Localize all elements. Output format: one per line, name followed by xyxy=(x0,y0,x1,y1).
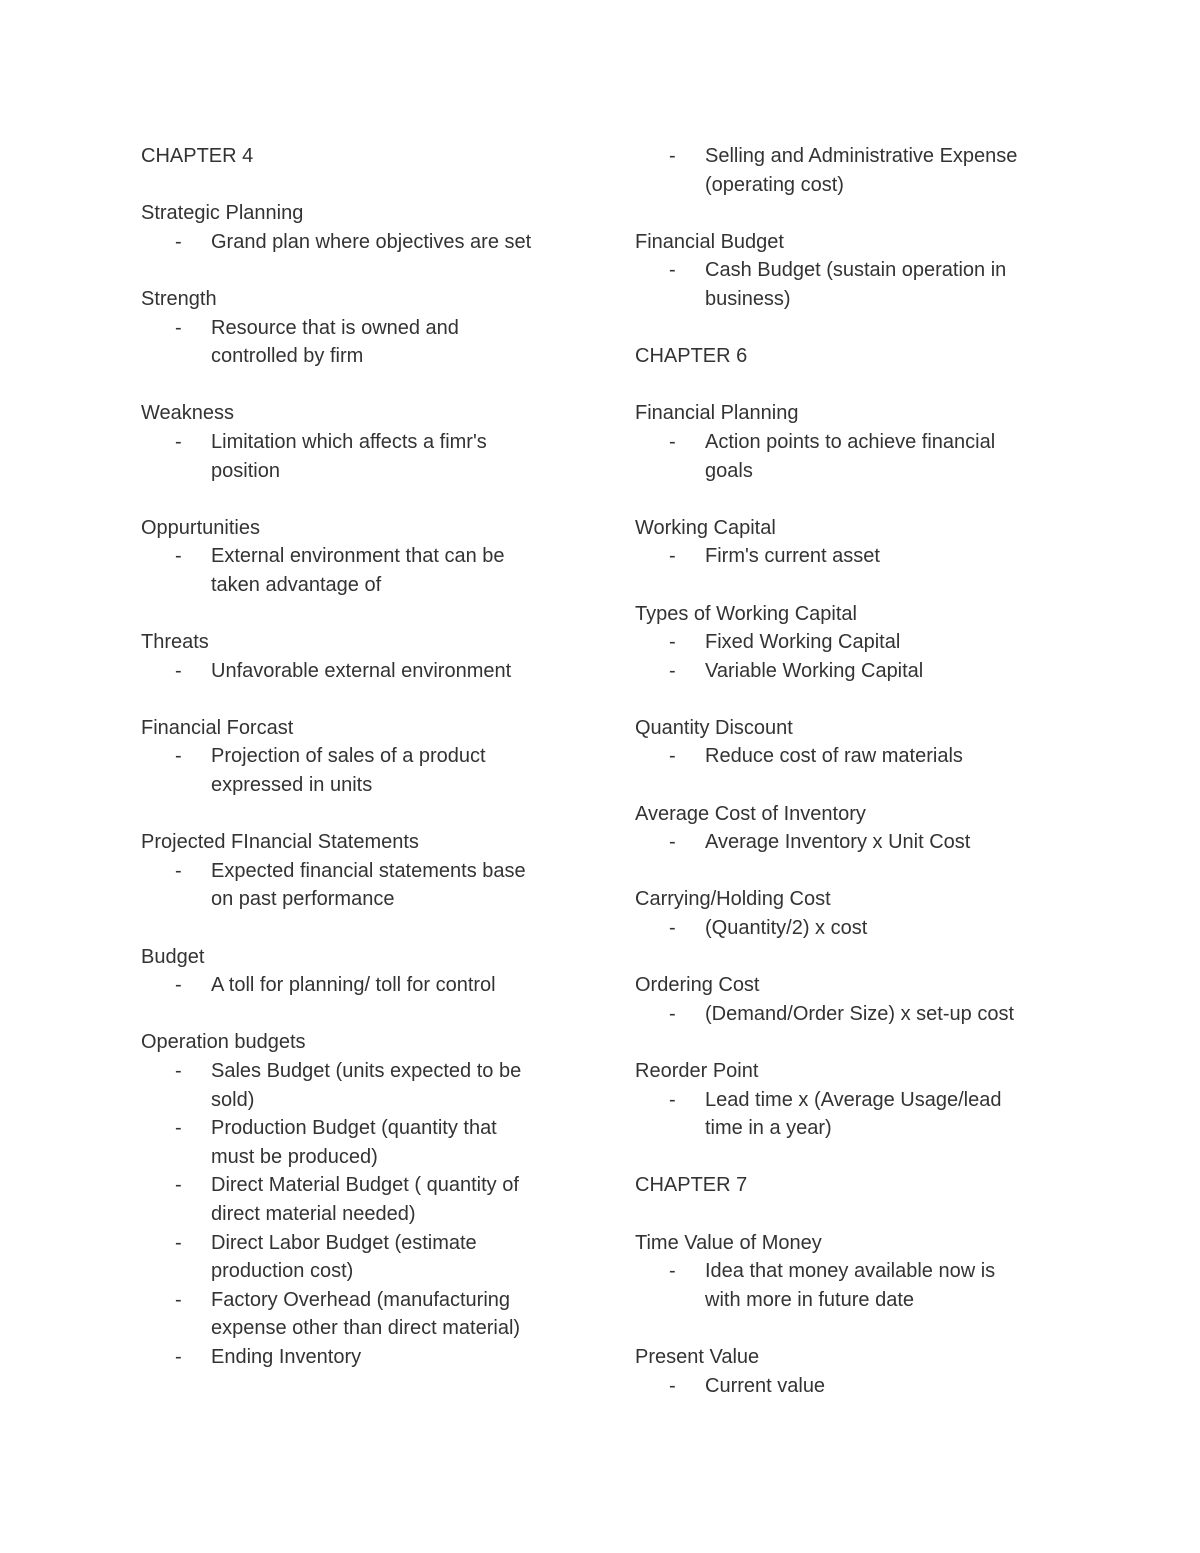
section-chapter-7 xyxy=(635,1171,1075,1200)
dash-bullet-icon: - xyxy=(175,659,182,682)
section-heading: Weakness xyxy=(141,402,235,425)
bullet-item xyxy=(141,1286,581,1343)
bullet-list xyxy=(141,228,581,257)
bullet-item xyxy=(635,142,1075,199)
section-threats xyxy=(141,628,581,685)
bullet-text: Lead time x (Average Usage/lead time in a year) xyxy=(705,1088,1002,1140)
dash-bullet-icon: - xyxy=(175,316,182,339)
section-heading: Carrying/Holding Cost xyxy=(635,888,831,911)
dash-bullet-icon: - xyxy=(669,259,676,282)
section-chapter-6 xyxy=(635,342,1075,371)
bullet-list xyxy=(635,142,1075,199)
bullet-text: Direct Material Budget ( quantity of direct material needed) xyxy=(211,1174,519,1225)
bullet-list xyxy=(635,742,1075,771)
bullet-text: Reduce cost of raw materials xyxy=(705,745,963,768)
dash-bullet-icon: - xyxy=(669,631,676,654)
bullet-text: Factory Overhead (manufacturing expense other than direct material) xyxy=(211,1288,521,1340)
section-heading: Operation budgets xyxy=(141,1031,306,1054)
dash-bullet-icon: - xyxy=(669,831,676,854)
dash-bullet-icon: - xyxy=(175,1117,182,1140)
bullet-text: Current value xyxy=(705,1374,826,1397)
bullet-text: Idea that money available now is with more in future date xyxy=(705,1260,996,1311)
section-chapter-4 xyxy=(141,142,581,171)
section-reorder-point xyxy=(635,1057,1075,1143)
dash-bullet-icon: - xyxy=(669,745,676,768)
section-heading: Financial Planning xyxy=(635,402,799,425)
dash-bullet-icon: - xyxy=(175,745,182,768)
section-types-of-working-capital xyxy=(635,600,1075,686)
section-oppurtunities xyxy=(141,514,581,600)
bullet-text: Cash Budget (sustain operation in business) xyxy=(705,259,1007,310)
bullet-list xyxy=(141,428,581,485)
section-heading: Reorder Point xyxy=(635,1060,759,1082)
bullet-item xyxy=(141,657,581,686)
section-heading: Present Value xyxy=(635,1345,760,1368)
bullet-text: Selling and Administrative Expense (operating cost) xyxy=(705,145,1018,196)
bullet-item xyxy=(141,857,581,914)
bullet-item xyxy=(635,742,1075,771)
bullet-item xyxy=(141,1229,581,1286)
section-projected-financial-statements xyxy=(141,828,581,914)
bullet-item xyxy=(141,542,581,599)
bullet-text: (Quantity/2) x cost xyxy=(705,917,868,940)
bullet-text: Action points to achieve financial goals xyxy=(705,430,996,482)
bullet-text: Sales Budget (units expected to be sold) xyxy=(211,1060,522,1111)
bullet-item xyxy=(141,228,581,257)
section-continued xyxy=(635,142,1075,199)
bullet-list xyxy=(635,256,1075,313)
section-heading: Strength xyxy=(141,287,217,310)
dash-bullet-icon: - xyxy=(669,145,676,167)
bullet-list xyxy=(635,628,1075,685)
section-average-cost-of-inventory xyxy=(635,800,1075,857)
section-heading: Financial Budget xyxy=(635,230,784,253)
section-heading: CHAPTER 4 xyxy=(141,145,254,167)
dash-bullet-icon: - xyxy=(175,1231,182,1254)
bullet-list xyxy=(141,857,581,914)
dash-bullet-icon: - xyxy=(669,1374,676,1397)
bullet-item xyxy=(141,428,581,485)
bullet-text: Fixed Working Capital xyxy=(705,631,901,654)
dash-bullet-icon: - xyxy=(175,1060,182,1082)
bullet-list xyxy=(635,542,1075,571)
section-heading: Types of Working Capital xyxy=(635,602,857,625)
bullet-item xyxy=(141,1114,581,1171)
left-column xyxy=(141,142,581,1400)
bullet-item xyxy=(141,1343,581,1372)
section-heading: Ordering Cost xyxy=(635,974,760,997)
section-heading: Projected FInancial Statements xyxy=(141,831,419,854)
bullet-item xyxy=(635,1257,1075,1314)
bullet-item xyxy=(141,1057,581,1114)
dash-bullet-icon: - xyxy=(669,1260,676,1283)
bullet-list xyxy=(635,1372,1075,1401)
section-operation-budgets xyxy=(141,1028,581,1371)
section-ordering-cost xyxy=(635,971,1075,1028)
dash-bullet-icon: - xyxy=(175,545,182,568)
bullet-list xyxy=(635,1257,1075,1314)
section-heading: Financial Forcast xyxy=(141,716,294,739)
section-quantity-discount xyxy=(635,714,1075,771)
section-heading: Budget xyxy=(141,945,205,968)
section-time-value-of-money xyxy=(635,1229,1075,1315)
dash-bullet-icon: - xyxy=(669,1088,676,1111)
bullet-text: Ending Inventory xyxy=(211,1345,362,1368)
bullet-text: A toll for planning/ toll for control xyxy=(211,974,496,997)
dash-bullet-icon: - xyxy=(175,1345,182,1368)
dash-bullet-icon: - xyxy=(175,230,182,253)
bullet-item xyxy=(635,256,1075,313)
section-heading: Time Value of Money xyxy=(635,1231,822,1254)
section-heading: Threats xyxy=(141,631,209,654)
bullet-list xyxy=(141,314,581,371)
bullet-text: Firm's current asset xyxy=(705,545,880,568)
dash-bullet-icon: - xyxy=(175,1174,182,1197)
bullet-item xyxy=(141,314,581,371)
bullet-list xyxy=(635,828,1075,857)
dash-bullet-icon: - xyxy=(669,430,676,453)
bullet-text: Unfavorable external environment xyxy=(211,659,512,682)
bullet-list xyxy=(141,1057,581,1372)
bullet-item xyxy=(635,428,1075,485)
section-strategic-planning xyxy=(141,199,581,256)
dash-bullet-icon: - xyxy=(669,1002,676,1025)
right-column xyxy=(635,142,1075,1429)
section-carrying-holding-cost xyxy=(635,885,1075,942)
bullet-text: Direct Labor Budget (estimate production cost) xyxy=(211,1231,477,1283)
bullet-item xyxy=(635,1086,1075,1143)
bullet-text: Variable Working Capital xyxy=(705,659,924,682)
section-heading: Strategic Planning xyxy=(141,202,304,225)
bullet-item xyxy=(141,971,581,1000)
section-financial-budget xyxy=(635,228,1075,314)
bullet-list xyxy=(141,742,581,799)
dash-bullet-icon: - xyxy=(669,659,676,682)
bullet-text: Average Inventory x Unit Cost xyxy=(705,831,971,854)
dash-bullet-icon: - xyxy=(175,974,182,997)
section-weakness xyxy=(141,399,581,485)
section-heading: Quantity Discount xyxy=(635,716,793,739)
bullet-text: Expected financial statements base on past performance xyxy=(211,859,526,911)
bullet-item xyxy=(635,542,1075,571)
section-heading: Oppurtunities xyxy=(141,516,260,539)
dash-bullet-icon: - xyxy=(175,430,182,453)
bullet-text: Resource that is owned and controlled by firm xyxy=(211,316,459,368)
bullet-list xyxy=(635,428,1075,485)
section-heading: CHAPTER 6 xyxy=(635,345,748,368)
dash-bullet-icon: - xyxy=(669,917,676,940)
bullet-text: Production Budget (quantity that must be produced) xyxy=(211,1117,497,1168)
bullet-item xyxy=(635,628,1075,657)
section-present-value xyxy=(635,1343,1075,1400)
bullet-list xyxy=(141,971,581,1000)
section-heading: Working Capital xyxy=(635,516,776,539)
section-working-capital xyxy=(635,514,1075,571)
dash-bullet-icon: - xyxy=(175,859,182,882)
section-heading: Average Cost of Inventory xyxy=(635,802,866,825)
bullet-text: (Demand/Order Size) x set-up cost xyxy=(705,1002,1014,1025)
bullet-item xyxy=(141,1171,581,1228)
bullet-item xyxy=(635,914,1075,943)
dash-bullet-icon: - xyxy=(175,1288,182,1311)
section-financial-forcast xyxy=(141,714,581,800)
bullet-list xyxy=(141,657,581,686)
section-budget xyxy=(141,943,581,1000)
section-heading: CHAPTER 7 xyxy=(635,1174,748,1197)
bullet-list xyxy=(635,914,1075,943)
section-strength xyxy=(141,285,581,371)
bullet-item xyxy=(635,1372,1075,1401)
bullet-item xyxy=(635,828,1075,857)
bullet-text: Grand plan where objectives are set xyxy=(211,230,532,253)
bullet-item xyxy=(141,742,581,799)
section-financial-planning xyxy=(635,399,1075,485)
bullet-text: Projection of sales of a product expressed in units xyxy=(211,745,486,797)
bullet-text: External environment that can be taken advantage of xyxy=(211,545,505,596)
bullet-list xyxy=(635,1000,1075,1029)
bullet-text: Limitation which affects a fimr's position xyxy=(211,430,487,482)
bullet-item xyxy=(635,657,1075,686)
bullet-list xyxy=(635,1086,1075,1143)
dash-bullet-icon: - xyxy=(669,545,676,568)
bullet-list xyxy=(141,542,581,599)
bullet-item xyxy=(635,1000,1075,1029)
